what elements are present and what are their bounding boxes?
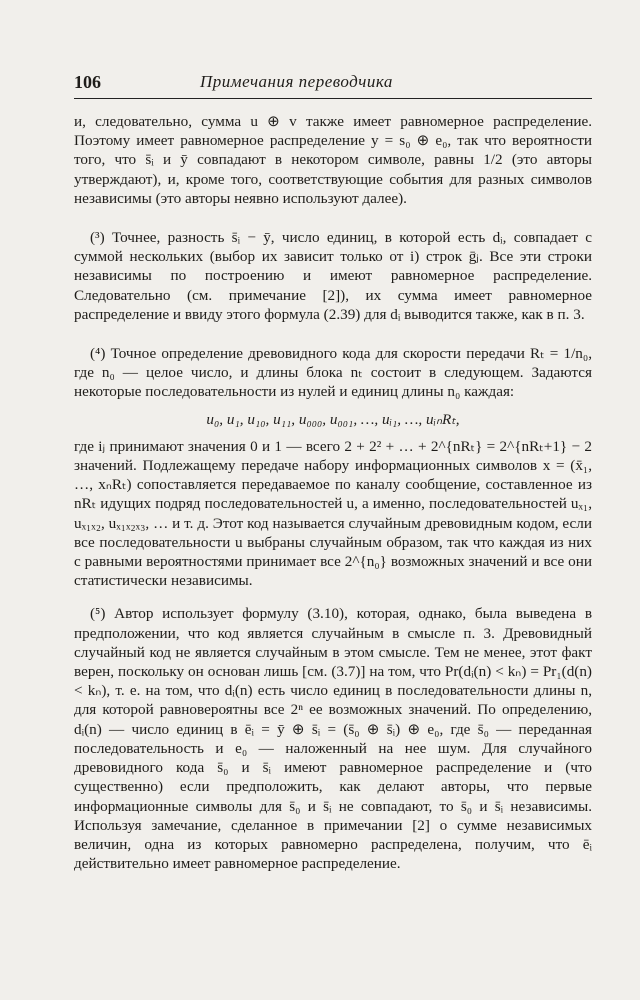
paragraph-continuation: и, следовательно, сумма u ⊕ v также имеет равномерное распределение. Поэтому имеет равномерное распределение y = s₀ ⊕ e₀, так что вероятности того, что s̄ᵢ и ȳ совпадают в некотором символе, равны 1/2 (это авторы утверждают), и, кроме того, соответствующие события для разных символов независимы (это авторы неявно используют далее). [74,113,592,207]
running-title: Примечания переводчика [200,72,393,91]
body-text [74,112,592,873]
sequence-formula: u₀, u₁, u₁₀, u₁₁, u₀₀₀, u₀₀₁, …, uᵢ₁, …, uᵢₙRₜ, [206,410,460,428]
note-4-paragraph: (⁴) Точное определение древовидного кода для скорости передачи Rₜ = 1/n₀, где n₀ — целое число, и длины блока nₜ состоит в следующем. Задаются некоторые последовательности из нулей и единиц длины n₀ каждая: [74,345,592,401]
note-4-continuation: где iⱼ принимают значения 0 и 1 — всего 2 + 2² + … + 2^{nRₜ} = 2^{nRₜ+1} − 2 значений. Подлежащему передаче набору информационных символов x = (x̄₁, …, xₙRₜ) сопоставляется передаваемое по каналу сообщение, составленное из nRₜ идущих подряд последовательностей u, а именно, последовательностей uₓ₁, uₓ₁ₓ₂, uₓ₁ₓ₂ₓ₃, … и т. д. Этот код называется случайным древовидным кодом, если все последовательности u выбраны случайным образом, так что каждая из них с равными вероятностями принимает все 2^{n₀} возможных значений и все они статистически независимы. [74,437,592,590]
note-5-paragraph: (⁵) Автор использует формулу (3.10), которая, однако, была выведена в предположении, что код является случайным в смысле п. 3. Древовидный случайный код не является случайным в этом смысле. Тем не менее, этот факт верен, поскольку он основан лишь [см. (3.7)] на том, что Pr(dᵢ(n) < kₙ) = Pr₁(d(n) < kₙ), т. е. на том, что dᵢ(n) есть число единиц в последовательности длины n, для которой равновероятны все 2ⁿ ее возможных значений. По определению, dᵢ(n) — число единиц в ēᵢ = ȳ ⊕ s̄ᵢ = (s̄₀ ⊕ s̄ᵢ) ⊕ e₀, где s̄₀ — переданная последовательность и e₀ — наложенный на нее шум. Для случайного древовидного кода s̄₀ и s̄ᵢ имеют равномерное распределение и (что существенно) если предположить, как делают авторы, что первые информационные символы для s̄₀ и s̄ᵢ не совпадают, то s̄₀ и s̄ᵢ независимы. Используя замечание, сделанное в примечании [2] о сумме независимых величин, одна из которых равномерно распределена, получим, что ēᵢ действительно имеет равномерное распределение. [74,605,592,873]
note-3-paragraph: (³) Точнее, разность s̄ᵢ − ȳ, число единиц, в которой есть dᵢ, совпадает с суммой нескольких (выбор их зависит только от i) строк ḡⱼ. Все эти строки независимы по построению и имеют равномерное распределение. Следовательно (см. примечание [2]), их сумма имеет равномерное распределение и ввиду этого формула (2.39) для dᵢ выводится также, как в п. 3. [74,229,592,323]
header-rule [74,98,592,99]
page-header [74,70,594,98]
page-number: 106 [74,72,101,92]
